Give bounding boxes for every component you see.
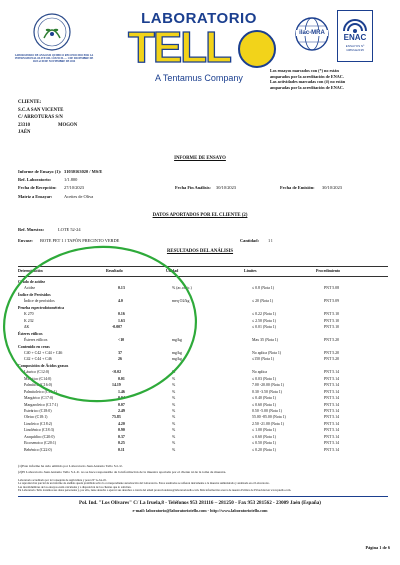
brand-subtitle: A Tentamus Company <box>155 73 243 83</box>
results-group-row <box>0 331 400 337</box>
accreditation-note <box>270 68 390 90</box>
table-row <box>0 427 400 433</box>
result-cell: <0.02 <box>112 370 122 375</box>
client-block <box>18 99 218 137</box>
procedure-cell: PNT 5.14 <box>324 421 340 426</box>
procedure-cell: PNT 5.09 <box>324 299 340 304</box>
column-header: Resultado <box>106 269 123 273</box>
brand-logo-block <box>124 23 274 72</box>
result-cell: 0.25 <box>118 441 125 446</box>
fecha-fin-value: 30/10/2023 <box>216 185 237 191</box>
group-name: Índice de Peróxidos <box>18 292 51 297</box>
limit-cell: Max 35 (Nota 1) <box>252 338 279 343</box>
unit-cell: % (ac.oleic.) <box>172 286 192 291</box>
determination-cell: C40 + C42 + C44 + C46 <box>24 350 63 355</box>
determination-cell: Linolénico (C18:3) <box>24 428 54 433</box>
procedure-cell: PNT 5.14 <box>324 402 340 407</box>
notes-block <box>18 464 388 475</box>
association-seal-logo <box>30 12 74 52</box>
table-row <box>0 369 400 375</box>
accreditation-line: amparadas por la acreditación de ENAC. <box>270 84 344 90</box>
table-row <box>0 350 400 356</box>
determination-cell: Láurico (C12:0) <box>24 370 50 375</box>
group-name: Prueba espectrofotométrica <box>18 305 65 310</box>
association-caption: LABORATORIO DE ANALISIS QUIMICO RECONOCIDO POR LA INTERNATIONAL OLIVE OIL COUNCIL — 1 DE DICIEMBRE DE 2023 al 30 DE NOVIEMBRE DE 2024 <box>14 54 94 64</box>
determination-cell: Behénico (C22:0) <box>24 447 52 452</box>
limit-cell: ≤ 0.22 (Nota 1) <box>252 312 276 317</box>
ref-lab-value: 1/1.800 <box>64 177 78 183</box>
determination-cell: Araquídico (C20:0) <box>24 434 55 439</box>
limit-cell: ≤ 0.03 (Nota 1) <box>252 376 276 381</box>
limit-cell: ≤ 0.60 (Nota 1) <box>252 402 276 407</box>
result-cell: 75.83 <box>112 415 121 420</box>
procedure-cell: PNT 5.14 <box>324 447 340 452</box>
result-cell: 4.0 <box>118 299 123 304</box>
column-header: Determinación <box>18 269 43 273</box>
results-group-row <box>0 344 400 350</box>
client-postcode: 23310 <box>18 122 30 128</box>
table-row <box>0 382 400 388</box>
procedure-cell: PNT 5.14 <box>324 370 340 375</box>
result-cell: 0.90 <box>118 428 125 433</box>
procedure-cell: PNT 5.14 <box>324 409 340 413</box>
result-cell: 1.63 <box>118 318 125 323</box>
table-row <box>0 408 400 414</box>
legal-line: Las incertidumbres de los ensayos están calculadas y a disposición de los clientes que lo soliciten. <box>18 484 132 489</box>
determination-cell: Margaroleico (C17:1) <box>24 402 58 407</box>
limit-cell: ≤ 0.40 (Nota 1) <box>252 396 276 401</box>
table-row <box>0 337 400 343</box>
client-data-section-title: DATOS APORTADOS POR EL CLIENTE (2) <box>152 213 248 218</box>
determination-cell: K 270 <box>24 312 34 317</box>
procedure-cell: PNT 5.14 <box>324 383 340 388</box>
unit-cell: mg/kg <box>172 350 182 355</box>
note-line: (1)Este informe ha sido emitido por Laboratorio Juan Antonio Tello S.L.U. <box>18 464 123 468</box>
limit-cell: ≤150 (Nota 1) <box>252 357 275 362</box>
results-group-row <box>0 363 400 369</box>
table-row <box>0 324 400 330</box>
client-name: S.C.A SAN VICENTE <box>18 107 64 113</box>
brand-main-text: TELL <box>128 23 230 72</box>
determination-cell: Eicosenoico (C20:1) <box>24 441 57 446</box>
procedure-cell: PNT 5.14 <box>324 396 340 401</box>
informe-label: Informe de Ensayo (1): <box>18 169 62 174</box>
brand-top-label: LABORATORIO <box>141 10 257 27</box>
results-group-row <box>0 305 400 311</box>
results-section-title: RESULTADOS DEL ANÁLISIS <box>166 249 234 254</box>
results-group-row <box>0 292 400 298</box>
determination-cell: K 232 <box>24 318 34 323</box>
limit-cell: No aplica <box>252 370 268 375</box>
accreditation-line: Las actividades marcadas con (#) no están <box>270 79 346 84</box>
unit-cell: % <box>172 447 176 452</box>
matriz-value: Aceites de Oliva <box>64 193 94 199</box>
limit-cell: ≤ 0.20 (Nota 1) <box>252 447 276 452</box>
fecha-fin-label: Fecha Fin Análisis: <box>175 185 211 191</box>
determination-cell: Ésteres etílicos <box>24 338 48 343</box>
client-street: C/ ARROTURAS S/N <box>18 115 63 121</box>
header <box>0 0 400 110</box>
report-details <box>18 168 388 201</box>
result-cell: <10 <box>118 338 125 343</box>
brand-o-icon <box>238 30 276 68</box>
unit-cell: mg/kg <box>172 357 182 362</box>
table-row <box>0 434 400 440</box>
procedure-cell: PNT 5.14 <box>324 428 340 433</box>
result-cell: 0.01 <box>118 376 125 381</box>
legal-line: Laboratorio acreditado por la Consejería de Agricultura y pesca Nº A-JA-45. <box>18 478 107 482</box>
legal-line: En Laboratorio Tello tratamos sus datos personales y, por ello, tiene derecho a ejercer sus derechos a través del email protecciondatos@laboratoriotello.com. Más información acerca de nuestra Política de Privacidad en www.jatello.com. <box>18 488 292 493</box>
result-cell: 0.07 <box>118 402 125 407</box>
table-row <box>0 298 400 304</box>
table-row <box>0 402 400 408</box>
result-cell: 0.16 <box>118 312 125 317</box>
unit-cell: % <box>172 415 176 420</box>
procedure-cell: PNT 5.10 <box>324 325 340 330</box>
procedure-cell: PNT 5.14 <box>324 376 340 381</box>
determination-cell: C42 + C44 + C46 <box>24 357 52 362</box>
result-cell: 0.11 <box>118 447 125 452</box>
unit-cell: % <box>172 376 176 381</box>
determination-cell: Esteárico (C18:0) <box>24 409 52 413</box>
unit-cell: % <box>172 396 176 401</box>
results-group-row <box>0 279 400 285</box>
limit-cell: 2.50 -21.00 (Nota 1) <box>252 421 284 426</box>
limit-cell: ≤ 0.8 (Nota 1) <box>252 286 275 291</box>
limit-cell: ≤ 0.50 (Nota 1) <box>252 441 276 446</box>
fecha-recepcion-value: 27/10/2023 <box>64 185 85 191</box>
determination-cell: Margárico (C17:0) <box>24 396 54 401</box>
fecha-emision-value: 30/10/2023 <box>322 185 343 191</box>
procedure-cell: PNT 5.20 <box>324 357 340 362</box>
footer-rule <box>18 496 388 497</box>
limit-cell: ≤ 1.00 (Nota 1) <box>252 428 276 433</box>
unit-cell: % <box>172 428 176 433</box>
limit-cell: 55.00 -85.00 (Nota 1) <box>252 415 286 420</box>
cantidad-label: Cantidad: <box>240 238 260 243</box>
limit-cell: ≤ 2.50 (Nota 1) <box>252 318 276 323</box>
table-row <box>0 447 400 453</box>
determination-cell: Mirístico (C14:0) <box>24 376 52 381</box>
enac-logo <box>337 10 373 62</box>
ref-muestra-value: LOTE 52-24 <box>58 227 81 232</box>
accreditation-line: Los ensayos marcados con (*) no están <box>270 68 339 73</box>
group-name: Composición de Ácidos grasos <box>18 363 69 368</box>
unit-cell: % <box>172 434 176 439</box>
client-label: CLIENTE: <box>18 100 42 105</box>
result-cell: 37 <box>118 350 122 355</box>
procedure-cell: PNT 5.20 <box>324 338 340 343</box>
table-row <box>0 311 400 317</box>
procedure-cell: PNT 5.14 <box>324 441 340 446</box>
limit-cell: 7.00 -20.00 (Nota 1) <box>252 383 284 388</box>
determination-cell: Palmitoleico (C16:1) <box>24 389 57 394</box>
result-cell: 0.04 <box>118 396 125 401</box>
legal-line: La reproducción parcial de un informe de análisis queda prohibida salvo la correspondiente autorización del Laboratorio. Estos resultados se refieren únicamente a la muestra suministrada y analizada en el Laboratorio. <box>18 481 270 486</box>
result-cell: 0.13 <box>118 286 125 291</box>
table-row <box>0 285 400 291</box>
unit-cell: % <box>172 402 176 407</box>
enac-label: ENAC <box>343 33 367 42</box>
limit-cell: ≤ 0.01 (Nota 1) <box>252 325 276 330</box>
table-row <box>0 414 400 420</box>
envase-label: Envase: <box>18 238 33 243</box>
table-row <box>0 440 400 446</box>
ref-lab-label: Ref. Laboratorio: <box>18 177 52 183</box>
result-cell: 2.49 <box>118 409 125 413</box>
results-header-bottom-rule <box>18 276 388 277</box>
unit-cell: % <box>172 370 176 375</box>
procedure-cell: PNT 5.20 <box>324 350 340 355</box>
column-header: Unidad <box>166 269 179 273</box>
table-row <box>0 356 400 362</box>
ref-muestra-label: Ref. Muestra: <box>18 227 45 232</box>
unit-cell: % <box>172 409 176 413</box>
result-cell: -0.007 <box>112 325 123 330</box>
procedure-cell: PNT 5.10 <box>324 312 340 317</box>
limit-cell: ≤ 0.60 (Nota 1) <box>252 434 276 439</box>
footer-address: Pol. Ind. "Los Olivares" C/ La Iruela,8 - Teléfonos 953 281116 – 281250 - Fax 953 281562 - 23009 Jaén (España) <box>78 500 321 506</box>
page-number: Página 1 de 6 <box>365 545 390 550</box>
client-city: MOGON <box>58 122 78 128</box>
determination-cell: Oleico (C18:1) <box>24 415 48 420</box>
result-cell: 4.20 <box>118 421 125 426</box>
note-line: (2)El Laboratorio Juan Antonio Tello S.L.U. no se hace responsable de la información de la muestra aportada por el cliente ni de la toma de muestra. <box>18 469 227 474</box>
procedure-cell: PNT 5.08 <box>324 286 340 291</box>
olive-seal-icon <box>30 12 74 52</box>
group-name: Ésteres etílicos <box>18 331 43 336</box>
result-cell: 1.46 <box>118 389 125 394</box>
table-row <box>0 395 400 401</box>
results-header-top-rule <box>18 266 388 267</box>
unit-cell: % <box>172 421 176 426</box>
column-header: Límites <box>244 269 257 273</box>
enac-caption: ENSAYOS Nº 1086/LE2195 <box>345 44 365 52</box>
enac-arcs-icon <box>338 11 372 35</box>
fecha-emision-label: Fecha de Emisión: <box>280 185 315 191</box>
group-name: Grado de acidez <box>18 280 46 284</box>
client-data-details <box>18 225 388 245</box>
accreditation-line: amparados por la acreditación de ENAC. <box>270 73 344 79</box>
result-cell: 26 <box>118 357 122 362</box>
fecha-recepcion-label: Fecha de Recepción: <box>18 185 57 191</box>
matriz-label: Matriz a Ensayar: <box>18 193 53 199</box>
limit-cell: No aplica (Nota 1) <box>252 350 282 355</box>
determination-cell: Palmítico (C16:0) <box>24 383 52 388</box>
determination-cell: Linoleico (C18:2) <box>24 421 52 426</box>
unit-cell: % <box>172 441 176 446</box>
limit-cell: 0.50 -5.00 (Nota 1) <box>252 409 282 413</box>
table-row <box>0 421 400 427</box>
footer-contact: e-mail: laboratorio@laboratoriotello.com - http://www.laboratoriotello.com <box>132 508 268 513</box>
informe-value: 31030163020 / MS/E <box>64 169 103 174</box>
unit-cell: % <box>172 389 176 394</box>
table-row <box>0 376 400 382</box>
result-cell: 0.37 <box>118 434 125 439</box>
legal-block <box>18 479 388 493</box>
report-section-title: INFORME DE ENSAYO <box>174 156 226 161</box>
table-row <box>0 389 400 395</box>
ilac-label: ilac-MRA <box>296 30 328 36</box>
determination-cell: Acidez <box>24 286 36 291</box>
result-cell: 14.19 <box>112 383 121 388</box>
procedure-cell: PNT 5.10 <box>324 318 340 323</box>
determination-cell: ΔK <box>24 325 30 330</box>
envase-value: BOTE PET 1 l TAPÓN PRECINTO VERDE <box>40 238 120 243</box>
column-header: Procedimiento <box>316 269 341 273</box>
procedure-cell: PNT 5.14 <box>324 434 340 439</box>
procedure-cell: PNT 5.14 <box>324 415 340 420</box>
limit-cell: ≤ 20 (Nota 1) <box>252 299 274 304</box>
unit-cell: mg/kg <box>172 338 182 343</box>
results-table-header <box>0 268 400 274</box>
group-name: Contenido en ceras <box>18 344 50 349</box>
procedure-cell: PNT 5.14 <box>324 389 340 394</box>
unit-cell: meq O2/kg <box>172 299 190 304</box>
unit-cell: % <box>172 383 176 388</box>
determination-cell: Índice de peróxidos <box>24 299 55 304</box>
ilac-mra-logo <box>294 16 330 52</box>
table-row <box>0 318 400 324</box>
client-province: JAÉN <box>18 130 31 136</box>
cantidad-value: 1 l <box>268 238 273 243</box>
limit-cell: 0.30 -3.50 (Nota 1) <box>252 389 282 394</box>
